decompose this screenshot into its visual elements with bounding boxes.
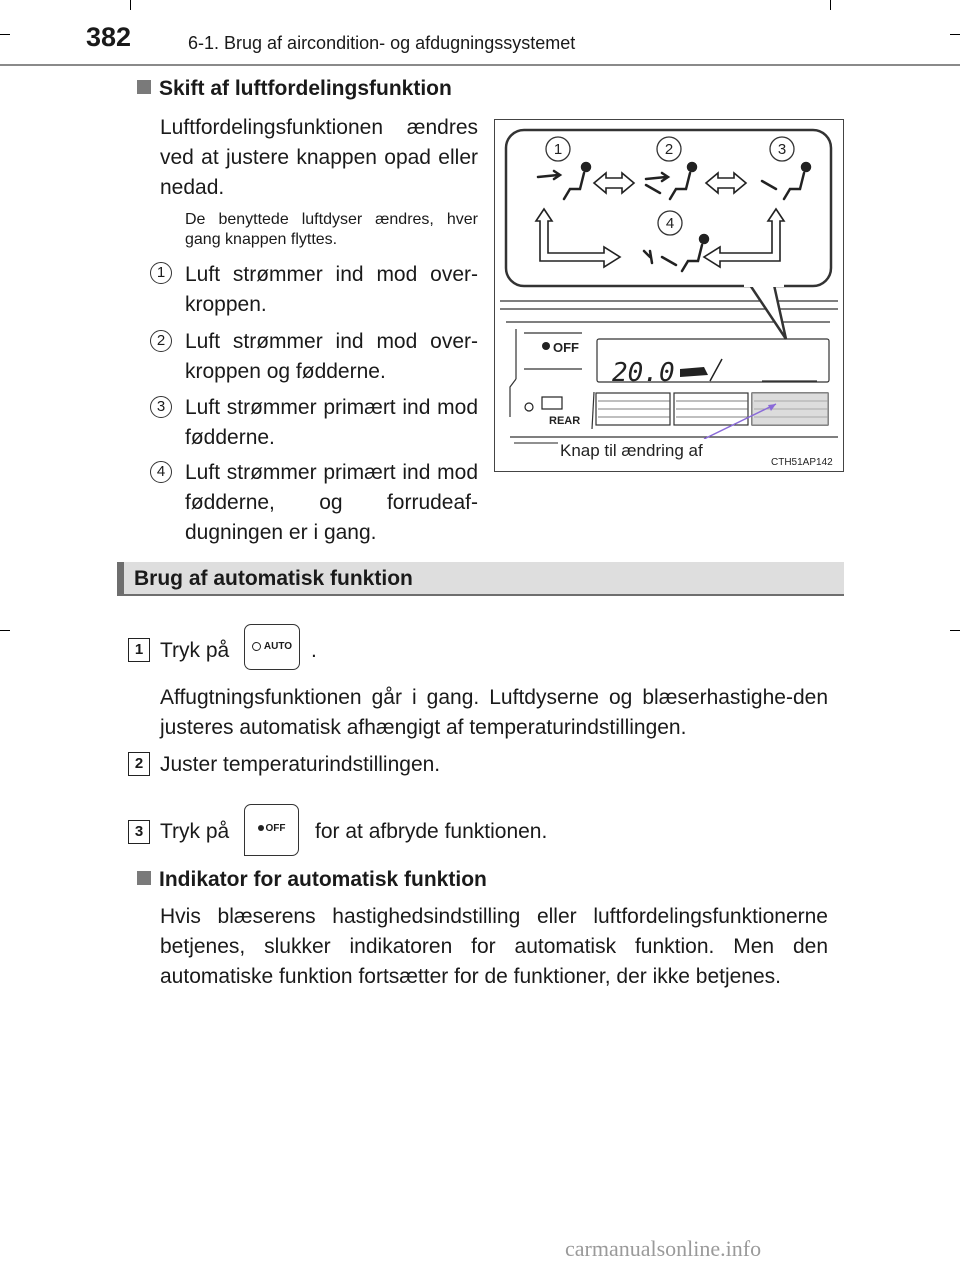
item-text-2: Luft strømmer ind mod over-kroppen og fødderne. xyxy=(185,330,478,383)
fan-off-button: OFF xyxy=(244,804,299,856)
item-text-3: Luft strømmer primært ind mod fødderne. xyxy=(185,396,478,449)
step-1-after: . xyxy=(311,639,317,662)
airflow-figure xyxy=(494,119,844,472)
callout-3: 3 xyxy=(777,141,787,158)
indicator-text: Hvis blæserens hastighedsindstilling eller luftfordelingsfunktionerne betjenes, slukker indikatoren for automatisk funktion. Men den automatiske funktion fortsætter for de funktioner, der ikke betjenes. xyxy=(160,905,828,988)
step-number-2: 2 xyxy=(128,752,150,776)
step-3-after: for at afbryde funktionen. xyxy=(315,820,548,843)
item-text-4: Luft strømmer primært ind mod fødderne, og forrudeaf-dugningen er i gang. xyxy=(185,461,478,544)
step-number-1: 1 xyxy=(128,638,150,662)
step-1-before: Tryk på xyxy=(160,639,230,662)
header-rule xyxy=(0,64,960,66)
watermark: carmanualsonline.info xyxy=(565,1236,762,1261)
airflow-intro: Luftfordelingsfunktionen ændres ved at justere knappen opad eller nedad. xyxy=(160,116,478,199)
off-label: OFF xyxy=(553,340,579,355)
page-number: 382 xyxy=(86,22,132,52)
figure-code: CTH51AP142 xyxy=(771,457,833,468)
square-bullet-icon xyxy=(137,80,151,94)
auto-section-header: Brug af automatisk funktion xyxy=(117,562,844,596)
airflow-note: De benyttede luftdyser ændres, hver gang knappen flyttes. xyxy=(185,211,478,248)
callout-1: 1 xyxy=(553,141,563,158)
auto-button: AUTO xyxy=(244,624,300,670)
item-number-1: 1 xyxy=(150,262,172,284)
item-number-3: 3 xyxy=(150,396,172,418)
fan-icon xyxy=(542,342,550,350)
figure-caption: Knap til ændring af xyxy=(560,441,703,460)
step-number-3: 3 xyxy=(128,820,150,844)
rear-label: REAR xyxy=(549,415,581,427)
step-3-before: Tryk på xyxy=(160,820,230,843)
item-number-2: 2 xyxy=(150,330,172,352)
item-text-1: Luft strømmer ind mod over-kroppen. xyxy=(185,263,478,316)
square-bullet-icon xyxy=(137,871,151,885)
step-2-text: Juster temperaturindstillingen. xyxy=(160,753,441,776)
item-number-4: 4 xyxy=(150,461,172,483)
callout-4: 4 xyxy=(665,215,675,232)
indicator-heading: Indikator for automatisk funktion xyxy=(137,868,487,892)
step-1-description: Affugtningsfunktionen går i gang. Luftdyserne og blæserhastighe-den justeres automatisk afhængigt af temperaturindstillingen. xyxy=(160,686,828,739)
callout-2: 2 xyxy=(664,141,674,158)
display-temp: 20.0 xyxy=(612,358,675,388)
chapter-title: 6-1. Brug af aircondition- og afdugningssystemet xyxy=(188,33,576,53)
airflow-heading: Skift af luftfordelingsfunktion xyxy=(137,77,452,101)
